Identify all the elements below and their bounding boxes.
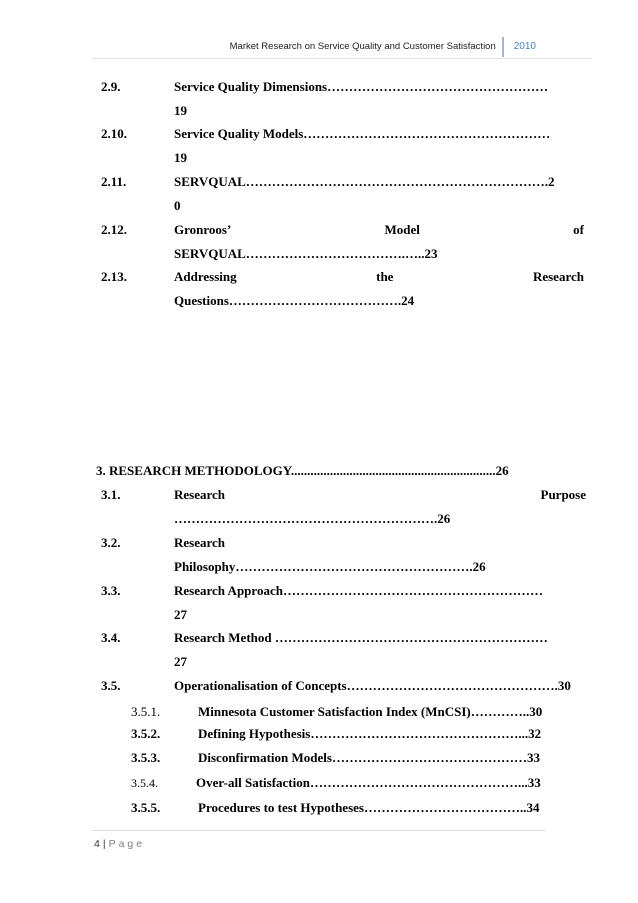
toc-entry-number: 3.4. (101, 630, 121, 645)
page-header (230, 37, 536, 57)
toc-entry-word: Model (384, 222, 420, 237)
toc-entry-number: 2.9. (101, 79, 121, 94)
toc-entry-page: …………………………………………………….26 (174, 511, 451, 526)
toc-entry-title: Research Method ……………………………………………………… (174, 630, 548, 645)
toc-chapter-heading: 3. RESEARCH METHODOLOGY...............................................................26 (96, 463, 509, 478)
toc-entry-number: 3.1. (101, 487, 121, 502)
toc-entry-page: 27 (174, 654, 187, 669)
toc-entry-word: the (376, 269, 394, 284)
toc-entry-page: 19 (174, 103, 187, 118)
toc-entry-number: 3.5.5. (131, 800, 161, 815)
toc-entry-title: Operationalisation of Concepts………………………………………….30 (174, 678, 571, 693)
toc-entry-title: Procedures to test Hypotheses………………………………..34 (198, 800, 540, 815)
toc-entry-number: 2.13. (101, 269, 127, 284)
toc-entry-page: SERVQUAL……………………………….…..23 (174, 246, 438, 261)
toc-entry-title: Research Approach…………………………………………………… (174, 583, 543, 598)
toc-entry-number: 3.5. (101, 678, 121, 693)
toc-entry-page: 19 (174, 150, 187, 165)
toc-entry-title: Minnesota Customer Satisfaction Index (MnCSI)…………..30 (198, 704, 543, 719)
toc-entry-page: 27 (174, 607, 187, 622)
toc-entry-number: 2.10. (101, 126, 127, 141)
toc-entry-title: Disconfirmation Models………………………………………33 (198, 750, 540, 765)
toc-entry-title: Service Quality Dimensions…………………………………………… (174, 79, 549, 94)
page-footer (94, 838, 145, 850)
footer-rule (92, 830, 546, 831)
toc-entry-title: Service Quality Models………………………………………………… (174, 126, 551, 141)
toc-entry-number: 2.12. (101, 222, 127, 237)
footer-separator: | (102, 838, 106, 850)
toc-entry-title: Defining Hypothesis…………………………………………...32 (198, 726, 542, 741)
toc-entry-title: SERVQUAL…………………………………………………………….2 (174, 174, 555, 189)
header-title: Market Research on Service Quality and Customer Satisfaction (229, 41, 496, 52)
page-number: 4 (94, 838, 100, 850)
toc-entry-number: 3.5.2. (131, 726, 161, 741)
toc-entry-number: 3.2. (101, 535, 121, 550)
toc-entry-number: 3.5.3. (131, 750, 161, 765)
toc-entry-page: Questions………………………………….24 (174, 293, 415, 308)
toc-entry-word: Research (174, 487, 226, 502)
toc-entry-word: Purpose (540, 487, 586, 502)
toc-entry-word: Research (532, 269, 584, 284)
toc-entry-page: Philosophy……………………………………………….26 (174, 559, 486, 574)
toc-entry-number: 3.5.4. (131, 776, 158, 790)
header-year: 2010 (513, 41, 536, 52)
toc-entry-page: 0 (174, 198, 181, 213)
toc-entry-number: 2.11. (101, 174, 127, 189)
header-rule (92, 58, 592, 59)
toc-entry-title: Research (174, 535, 226, 550)
toc-entry-number: 3.5.1. (131, 704, 161, 719)
toc-entry-word: of (573, 222, 584, 237)
toc-entry-number: 3.3. (101, 583, 121, 598)
toc-entry-title: Over-all Satisfaction…………………………………………...33 (196, 775, 541, 790)
toc-entry-word: Addressing (174, 269, 237, 284)
page-label: Page (108, 838, 146, 850)
toc-entry-word: Gronroos’ (174, 222, 232, 237)
